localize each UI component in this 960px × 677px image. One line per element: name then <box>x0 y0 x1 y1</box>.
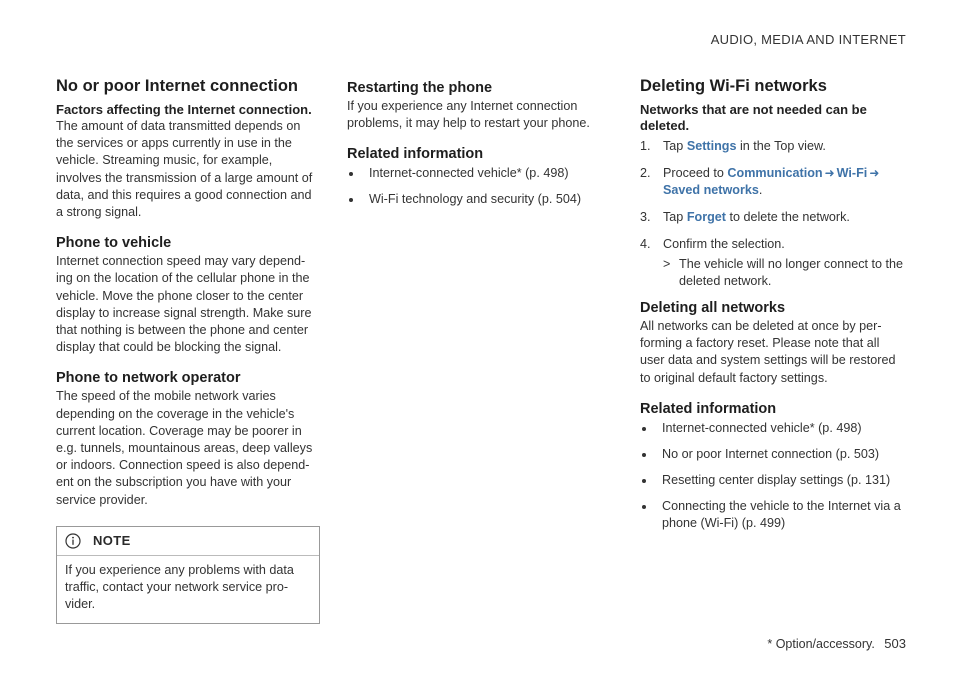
section-lead-delete-wifi: Networks that are not needed can be deleted. <box>640 102 867 133</box>
arrow-right-icon: ➜ <box>824 166 835 180</box>
section-title: No or poor Internet connection <box>56 77 298 95</box>
step-item: 2. Proceed to Communication ➜ Wi-Fi ➜ Saved networks. <box>640 166 880 197</box>
related-link[interactable]: Internet-connected vehicle* (p. 498) <box>640 420 905 437</box>
saved-networks-ui-label: Saved networks <box>663 183 759 197</box>
section-lead: Factors affecting the Internet connection. <box>56 102 312 117</box>
arrow-right-icon: ➜ <box>869 166 880 180</box>
settings-ui-label: Settings <box>686 139 737 153</box>
column-delete-wifi <box>640 76 905 541</box>
related-list <box>347 165 607 208</box>
wifi-ui-label: Wi-Fi <box>836 166 868 180</box>
step-result: > The vehicle will no longer connect to the deleted network. <box>663 257 904 288</box>
related-link[interactable]: Wi-Fi technology and security (p. 504) <box>347 191 607 208</box>
section-title-delete-wifi: Deleting Wi-Fi networks <box>640 77 827 95</box>
intro-text: The amount of data transmitted depends on the services or apps currently in use in the vehicle. Streaming music, for example, involves the transmission of a large amount of data, and this requires a good connection and a strong signal. <box>56 119 313 220</box>
related-link[interactable]: No or poor Internet connection (p. 503) <box>640 446 905 463</box>
column-restart-phone <box>347 76 607 217</box>
related-link[interactable]: Connecting the vehicle to the Internet via a phone (Wi-Fi) (p. 499) <box>640 498 905 532</box>
subsection-title-phone-to-vehicle: Phone to vehicle <box>56 235 172 252</box>
section-title-restart: Restarting the phone <box>347 80 493 96</box>
note-box <box>56 526 320 625</box>
step-item: 3. Tap Forget to delete the network. <box>640 210 850 224</box>
restart-text: If you experience any Internet connection problems, it may help to restart your phone. <box>347 99 590 131</box>
column-internet-connection <box>56 76 320 624</box>
related-link[interactable]: Resetting center display settings (p. 131) <box>640 472 905 489</box>
footnote: * Option/accessory. <box>767 637 875 651</box>
subsection-title-network-operator: Phone to network operator <box>56 370 241 387</box>
step-item: 1. Tap Settings in the Top view. <box>640 139 826 153</box>
steps-list <box>640 138 905 290</box>
info-icon <box>65 533 81 549</box>
header-title: AUDIO, MEDIA AND INTERNET <box>710 32 906 47</box>
subsection-text-network-operator: The speed of the mobile network varies depending on the coverage in the vehicle's current location. Coverage may be poorer in e.g. tunnels, mountainous areas, deep valleys or indoors. Connection speed is also depend-ent on the subscription you have with your service provider. <box>56 389 313 507</box>
page-footer <box>767 636 906 651</box>
communication-ui-label: Communication <box>727 166 823 180</box>
step-item: 4. Confirm the selection. > The vehicle will no longer connect to the deleted network. <box>640 237 904 288</box>
forget-ui-label: Forget <box>686 210 726 224</box>
subsection-title-delete-all: Deleting all networks <box>640 300 786 316</box>
page-number: 503 <box>884 636 906 651</box>
related-link[interactable]: Internet-connected vehicle* (p. 498) <box>347 165 607 182</box>
related-title: Related information <box>347 146 484 163</box>
subsection-text-phone-to-vehicle: Internet connection speed may vary depend-ing on the location of the cellular phone in the vehicle. Move the phone closer to the center display to increase signal strength. Make sure that nothing is between the phone and center display that could be blocking the signal. <box>56 254 312 355</box>
related-title: Related information <box>640 400 777 417</box>
related-list <box>640 420 905 532</box>
note-label: NOTE <box>93 533 131 549</box>
note-text: If you experience any problems with data traffic, contact your network service pro-vider. <box>65 562 294 612</box>
subsection-text-delete-all: All networks can be deleted at once by per-forming a factory reset. Please note that all user data and system settings will be restored to original default factory settings. <box>640 319 896 385</box>
